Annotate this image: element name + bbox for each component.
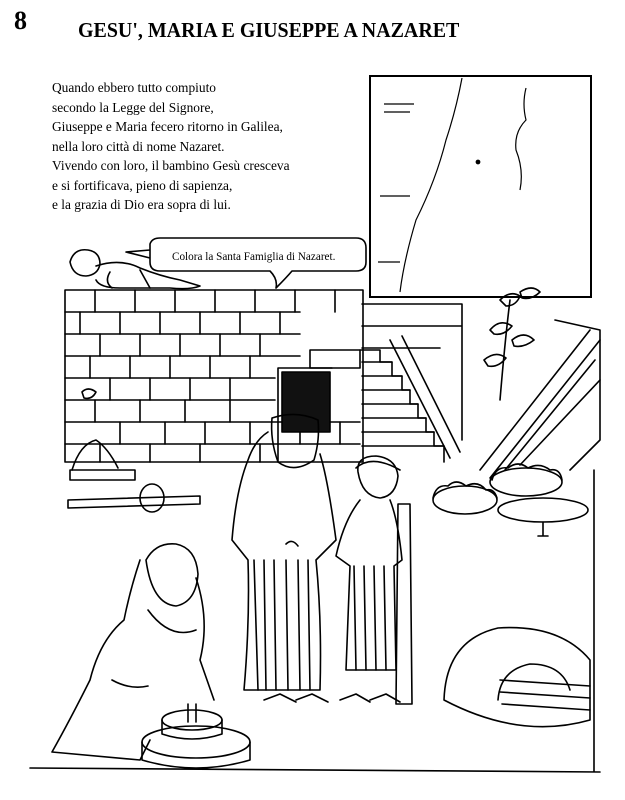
page-title: GESU', MARIA E GIUSEPPE A NAZARET: [78, 18, 460, 42]
staircase: [360, 304, 462, 462]
mary-figure: [52, 544, 214, 760]
millstone: [142, 704, 250, 768]
ground-line: [30, 470, 600, 772]
page-number: 8: [14, 6, 27, 35]
speech-bubble-text: Colora la Santa Famiglia di Nazaret.: [172, 251, 336, 263]
verse-line: Giuseppe e Maria fecero ritorno in Galilea,: [52, 119, 283, 134]
map-panel: [369, 75, 592, 298]
verse-line: Vivendo con loro, il bambino Gesù cresceva: [52, 158, 290, 173]
jesus-child-figure: [336, 456, 412, 704]
speech-bubble: [126, 238, 366, 288]
joseph-figure: [232, 414, 336, 702]
doorway: [282, 372, 330, 432]
verse-line: e la grazia di Dio era sopra di lui.: [52, 197, 231, 212]
verse-line: Quando ebbero tutto compiuto: [52, 80, 217, 95]
bread-oven: [444, 628, 590, 727]
fruit-baskets: [433, 464, 588, 536]
verse-line: nella loro città di nome Nazaret.: [52, 138, 225, 154]
plant-and-tools: [480, 288, 600, 478]
jars-and-plants: [68, 389, 200, 512]
verse-line: e si fortificava, pieno di sapienza,: [52, 177, 233, 193]
verse-line: secondo la Legge del Signore,: [52, 99, 214, 115]
